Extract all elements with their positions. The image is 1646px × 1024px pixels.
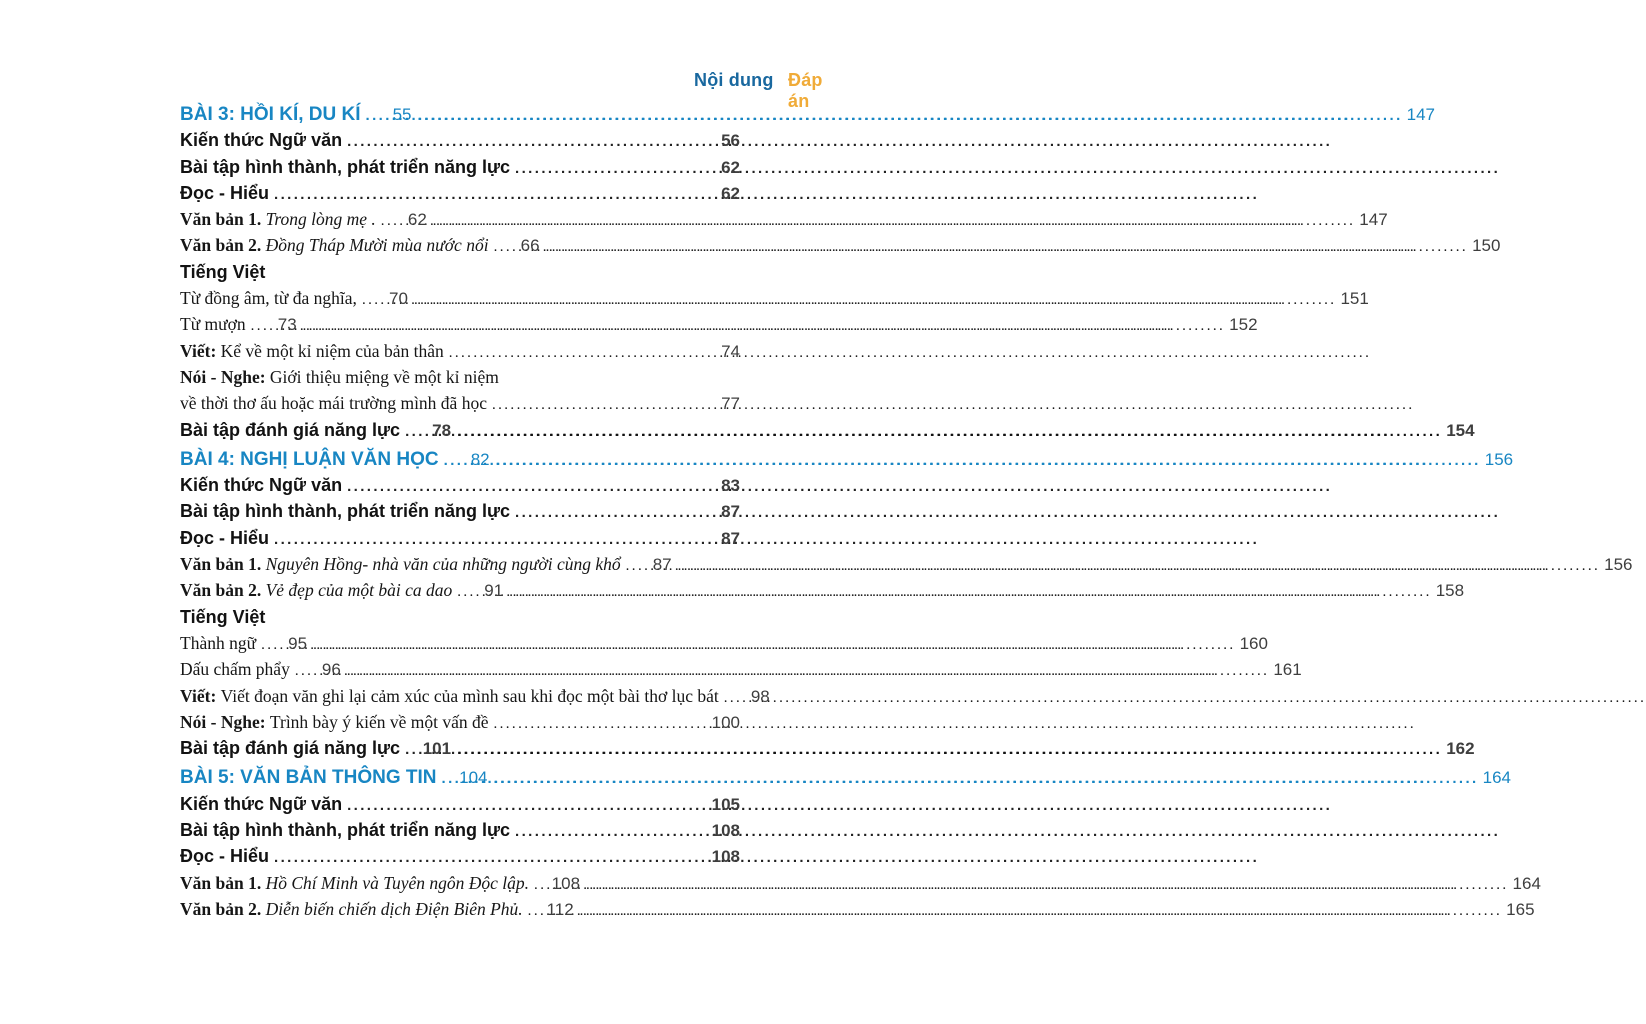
row-label-segment: Kiến thức Ngữ văn bbox=[180, 793, 343, 814]
toc-row bbox=[180, 632, 1268, 659]
dot-leader bbox=[381, 209, 389, 230]
answer-zone bbox=[412, 104, 1436, 126]
row-label-segment: Văn bản 1. bbox=[180, 209, 266, 230]
toc-row bbox=[180, 898, 1535, 925]
row-label-segment: Văn bản 2. bbox=[180, 580, 266, 601]
toc-row bbox=[180, 393, 842, 419]
page-number: 87 bbox=[652, 555, 672, 575]
row-label-segment: Diễn biến chiến dịch Điện Biên Phủ. bbox=[265, 898, 523, 919]
row-label-segment: Đồng Tháp Mười mùa nước nổi bbox=[265, 235, 489, 256]
row-label-segment: Nói - Nghe: bbox=[180, 366, 270, 387]
dot-leader bbox=[528, 899, 536, 920]
answer-zone bbox=[574, 899, 1535, 920]
page-number: 70 bbox=[389, 289, 408, 309]
row-label bbox=[180, 104, 361, 126]
dot-leader bbox=[347, 475, 702, 496]
page-number: 73 bbox=[277, 315, 297, 335]
answer-page-number: 156 bbox=[1484, 449, 1514, 469]
row-label bbox=[180, 235, 489, 256]
page-number: 56 bbox=[721, 131, 740, 151]
row-label bbox=[180, 262, 265, 283]
page-number: 87 bbox=[721, 502, 740, 522]
toc-row bbox=[180, 580, 1465, 606]
dot-leader bbox=[442, 767, 450, 789]
page-number: 104 bbox=[459, 768, 488, 788]
dot-leader bbox=[251, 314, 259, 335]
page-number: 62 bbox=[721, 183, 740, 203]
answer-zone bbox=[490, 449, 1514, 471]
row-label-segment: Thành ngữ bbox=[180, 632, 257, 653]
row-label bbox=[180, 712, 488, 733]
dot-leader bbox=[515, 501, 702, 522]
answer-zone bbox=[408, 288, 1369, 309]
row-label bbox=[180, 157, 510, 178]
answer-page-number: 150 bbox=[1472, 236, 1501, 256]
page-number: 62 bbox=[721, 157, 740, 177]
row-label bbox=[180, 820, 510, 841]
row-label-segment: Kiến thức Ngữ văn bbox=[180, 475, 343, 496]
row-label-segment: Văn bản 1. bbox=[180, 554, 266, 575]
toc-row bbox=[180, 262, 842, 288]
row-label-segment: Từ đồng âm, từ đa nghĩa, bbox=[180, 288, 357, 309]
page-number: 82 bbox=[470, 449, 490, 469]
dot-leader bbox=[274, 183, 702, 204]
toc-row bbox=[180, 475, 842, 501]
row-label bbox=[180, 794, 342, 815]
dot-leader bbox=[457, 580, 465, 601]
answer-page-number: 147 bbox=[1359, 210, 1388, 230]
answer-zone bbox=[297, 314, 1258, 335]
answer-dot-leader bbox=[457, 738, 1442, 759]
row-label bbox=[180, 475, 342, 496]
row-label-segment: BÀI 5: VĂN BẢN THÔNG TIN bbox=[180, 767, 437, 789]
answer-dot-leader bbox=[586, 873, 1509, 894]
row-label bbox=[180, 288, 357, 309]
answer-dot-leader bbox=[546, 235, 1469, 256]
row-label bbox=[180, 130, 342, 151]
dot-leader bbox=[493, 712, 702, 733]
toc-row bbox=[180, 314, 1258, 340]
row-label-segment: BÀI 4: NGHỊ LUẬN VĂN HỌC bbox=[180, 448, 439, 470]
row-label bbox=[180, 393, 487, 414]
dot-leader bbox=[724, 686, 732, 707]
answer-zone bbox=[540, 235, 1501, 256]
row-label bbox=[180, 607, 265, 628]
row-label bbox=[180, 686, 719, 707]
dot-leader bbox=[366, 104, 374, 126]
row-label-segment: Đọc - Hiểu bbox=[180, 182, 270, 203]
page-number: 62 bbox=[407, 210, 427, 230]
dot-leader bbox=[449, 341, 702, 362]
row-label-segment: BÀI 3: HỒI KÍ, DU KÍ bbox=[180, 104, 361, 125]
answer-zone bbox=[580, 873, 1541, 894]
answer-zone bbox=[341, 659, 1302, 680]
page-number: 83 bbox=[721, 476, 740, 496]
dot-leader bbox=[492, 393, 702, 414]
answer-dot-leader bbox=[496, 449, 1481, 471]
answer-zone bbox=[451, 420, 1475, 441]
page-number: 95 bbox=[288, 633, 308, 653]
row-label bbox=[180, 501, 510, 522]
dot-leader bbox=[405, 420, 413, 441]
answer-page-number: 154 bbox=[1446, 420, 1475, 440]
page-number: 77 bbox=[721, 394, 740, 414]
toc-rows bbox=[180, 104, 1633, 925]
row-label-segment: Vẻ đẹp của một bài ca dao bbox=[265, 580, 453, 601]
row-label bbox=[180, 367, 499, 388]
toc-row bbox=[180, 846, 842, 872]
dot-leader bbox=[274, 528, 702, 549]
row-label-segment: Viết: bbox=[180, 340, 221, 361]
toc-chapter-row bbox=[180, 767, 1511, 793]
toc-row bbox=[180, 528, 842, 554]
row-label bbox=[180, 183, 269, 204]
page-number: 108 bbox=[711, 821, 740, 841]
answer-page-number: 164 bbox=[1512, 873, 1541, 893]
answer-dot-leader bbox=[580, 899, 1503, 920]
page-number: 100 bbox=[711, 712, 740, 732]
toc-row bbox=[180, 367, 842, 393]
row-label bbox=[180, 580, 452, 601]
toc-row bbox=[180, 235, 1501, 261]
row-label-segment: Giới thiệu miệng về một kỉ niệm bbox=[269, 366, 499, 387]
row-label bbox=[180, 420, 400, 441]
page-number: 98 bbox=[750, 686, 770, 706]
answer-page-number: 162 bbox=[1446, 739, 1475, 759]
row-label-segment: Văn bản 2. bbox=[180, 235, 266, 256]
row-label bbox=[180, 767, 437, 789]
answer-dot-leader bbox=[303, 314, 1226, 335]
page-number: 55 bbox=[392, 105, 412, 124]
toc-row bbox=[180, 712, 842, 738]
answer-page-number: 147 bbox=[1406, 105, 1436, 124]
answer-dot-leader bbox=[433, 209, 1356, 230]
page-number: 101 bbox=[422, 739, 452, 759]
dot-leader bbox=[261, 633, 269, 654]
page-number: 108 bbox=[551, 873, 581, 893]
row-label-segment: Nguyên Hồng- nhà văn của những người cùng khổ bbox=[265, 554, 621, 575]
answer-dot-leader bbox=[494, 767, 1479, 789]
row-label-segment: Văn bản 2. bbox=[180, 898, 266, 919]
row-label-segment: Bài tập hình thành, phát triển năng lực bbox=[180, 501, 511, 522]
answer-column-header: Đáp án bbox=[788, 70, 823, 111]
toc-chapter-row bbox=[180, 448, 1514, 475]
toc-row bbox=[180, 341, 842, 367]
row-label-segment: về thời thơ ấu hoặc mái trường mình đã học bbox=[180, 393, 487, 414]
toc-row bbox=[180, 872, 1541, 899]
toc-row bbox=[180, 183, 842, 209]
page-number: 112 bbox=[546, 899, 574, 919]
dot-leader bbox=[347, 794, 702, 815]
answer-page-number: 158 bbox=[1435, 581, 1465, 601]
answer-page-number: 161 bbox=[1273, 660, 1302, 680]
row-label-segment: Nói - Nghe: bbox=[180, 711, 270, 732]
row-label bbox=[180, 899, 523, 920]
answer-page-number: 156 bbox=[1604, 555, 1633, 575]
toc-row bbox=[180, 794, 842, 820]
answer-page-number: 165 bbox=[1506, 899, 1535, 919]
page-number: 87 bbox=[721, 528, 740, 548]
toc-chapter-row bbox=[180, 104, 1436, 130]
toc-row bbox=[180, 820, 842, 846]
row-label-segment: Bài tập đánh giá năng lực bbox=[180, 738, 401, 759]
dot-leader bbox=[494, 235, 502, 256]
dot-leader bbox=[405, 738, 413, 759]
toc-row bbox=[180, 209, 1388, 235]
row-label-segment: Tiếng Việt bbox=[180, 606, 266, 627]
row-label-segment: Kể về một kỉ niệm của bản thân bbox=[220, 340, 444, 361]
toc-row bbox=[180, 501, 842, 527]
row-label bbox=[180, 633, 256, 654]
row-label bbox=[180, 846, 269, 867]
answer-zone bbox=[488, 767, 1512, 789]
row-label bbox=[180, 341, 444, 362]
answer-zone bbox=[427, 209, 1388, 230]
toc-column-headers bbox=[180, 70, 840, 111]
dot-leader bbox=[444, 449, 452, 471]
page-number: 66 bbox=[520, 236, 540, 256]
answer-zone bbox=[307, 633, 1268, 654]
answer-page-number: 160 bbox=[1239, 633, 1268, 653]
row-label-segment: Đọc - Hiểu bbox=[180, 527, 270, 548]
page-number: 91 bbox=[484, 581, 504, 601]
dot-leader bbox=[515, 820, 702, 841]
row-label-segment: Dấu chấm phẩy bbox=[180, 659, 290, 680]
page-number: 108 bbox=[711, 847, 740, 867]
answer-dot-leader bbox=[457, 420, 1442, 441]
toc-row bbox=[180, 419, 1475, 446]
answer-page-number: 152 bbox=[1229, 315, 1258, 335]
toc-row bbox=[180, 288, 1369, 314]
toc-row bbox=[180, 554, 1633, 580]
row-label-segment: Kiến thức Ngữ văn bbox=[180, 130, 343, 151]
row-label-segment: Viết: bbox=[180, 685, 221, 706]
row-label bbox=[180, 314, 246, 335]
row-label bbox=[180, 528, 269, 549]
row-label-segment: Viết đoạn văn ghi lại cảm xúc của mình sau khi đọc một bài thơ lục bát bbox=[220, 685, 719, 706]
answer-zone bbox=[503, 580, 1464, 601]
row-label-segment: Trình bày ý kiến về một vấn đề bbox=[269, 711, 489, 732]
toc-row bbox=[180, 130, 842, 156]
toc-row bbox=[180, 686, 842, 712]
row-label-segment: Văn bản 1. bbox=[180, 872, 266, 893]
page-number: 78 bbox=[432, 420, 452, 440]
content-column-header: Nội dung bbox=[694, 70, 774, 90]
row-label-segment: Đọc - Hiểu bbox=[180, 846, 270, 867]
dot-leader bbox=[515, 157, 702, 178]
toc-row bbox=[180, 659, 1302, 685]
answer-dot-leader bbox=[414, 288, 1337, 309]
row-label bbox=[180, 554, 621, 575]
row-label-segment: Bài tập hình thành, phát triển năng lực bbox=[180, 820, 511, 841]
page-number: 96 bbox=[321, 660, 341, 680]
row-label bbox=[180, 449, 439, 471]
row-label bbox=[180, 873, 529, 894]
answer-dot-leader bbox=[678, 554, 1601, 575]
toc-row bbox=[180, 738, 1475, 764]
page-number: 74 bbox=[721, 341, 740, 361]
answer-zone bbox=[672, 554, 1633, 575]
answer-dot-leader bbox=[509, 580, 1432, 601]
dot-leader bbox=[347, 130, 702, 151]
row-label bbox=[180, 659, 290, 680]
dot-leader bbox=[534, 873, 542, 894]
row-label-segment: Trong lòng mẹ . bbox=[265, 209, 376, 230]
row-label bbox=[180, 738, 400, 759]
row-label-segment: Tiếng Việt bbox=[180, 261, 266, 282]
answer-page-number: 164 bbox=[1482, 768, 1511, 788]
answer-zone bbox=[451, 738, 1475, 759]
dot-leader bbox=[362, 288, 370, 309]
row-label-segment: Bài tập hình thành, phát triển năng lực bbox=[180, 156, 511, 177]
row-label-segment: Hồ Chí Minh và Tuyên ngôn Độc lập. bbox=[265, 872, 530, 893]
row-label-segment: Từ mượn bbox=[180, 314, 246, 335]
row-label-segment: Bài tập đánh giá năng lực bbox=[180, 419, 401, 440]
page-number: 105 bbox=[711, 794, 740, 814]
answer-dot-leader bbox=[418, 104, 1403, 126]
toc-row bbox=[180, 157, 842, 183]
answer-dot-leader bbox=[313, 633, 1236, 654]
answer-dot-leader bbox=[347, 659, 1270, 680]
dot-leader bbox=[295, 659, 303, 680]
answer-page-number: 151 bbox=[1340, 289, 1369, 309]
row-label bbox=[180, 209, 376, 230]
dot-leader bbox=[274, 846, 702, 867]
toc-row bbox=[180, 607, 842, 633]
dot-leader bbox=[626, 554, 634, 575]
